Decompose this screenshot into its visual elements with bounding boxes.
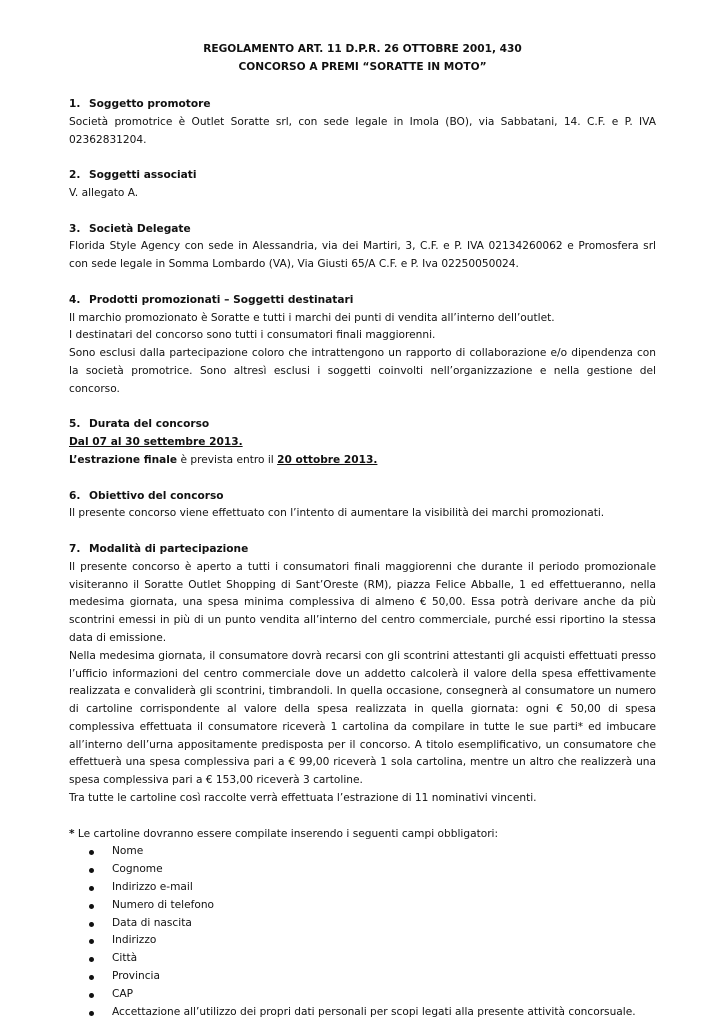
section-7-heading: 7. Modalità di partecipazione xyxy=(69,542,249,555)
list-item: Indirizzo xyxy=(89,932,656,950)
list-item: Cognome xyxy=(89,861,656,879)
list-item: CAP xyxy=(89,986,656,1004)
section-2-text: V. allegato A. xyxy=(69,186,139,199)
list-item: Nome xyxy=(89,843,656,861)
bullet-icon xyxy=(89,939,94,944)
section-2-heading: 2. Soggetti associati xyxy=(69,169,197,182)
section-1-text: Società promotrice è Outlet Soratte srl, con sede legale in Imola (BO), via Sabbatani, 14. C.F. e P. IVA 02362831204. xyxy=(69,115,656,146)
bullet-icon xyxy=(89,886,94,891)
bullet-icon xyxy=(89,868,94,873)
bullet-icon xyxy=(89,993,94,998)
fields-intro: * Le cartoline dovranno essere compilate inserendo i seguenti campi obbligatori: xyxy=(69,827,499,840)
document-title-line1: REGOLAMENTO ART. 11 D.P.R. 26 OTTOBRE 2001, 430 xyxy=(203,43,522,55)
section-3-text: Florida Style Agency con sede in Alessandria, via dei Martiri, 3, C.F. e P. IVA 02134260062 e Promosfera srl con sede legale in Somma Lombardo (VA), Via Giusti 65/A C.F. e P. Iva 02250050024. xyxy=(69,240,656,271)
section-1-heading: 1. Soggetto promotore xyxy=(69,98,211,110)
bullet-icon xyxy=(89,922,94,927)
section-7-text-3: Tra tutte le cartoline così raccolte verrà effettuata l’estrazione di 11 nominativi vincenti. xyxy=(69,792,537,805)
list-item: Data di nascita xyxy=(89,915,656,933)
required-fields-list xyxy=(69,843,656,1021)
bullet-icon xyxy=(89,904,94,909)
list-item: Accettazione all’utilizzo dei propri dati personali per scopi legati alla presente attività concorsuale. xyxy=(89,1004,656,1022)
section-6-text: Il presente concorso viene effettuato con l’intento di aumentare la visibilità dei marchi promozionati. xyxy=(69,507,605,520)
section-5-draw: L’estrazione finale è prevista entro il 20 ottobre 2013. xyxy=(69,453,378,466)
list-item: Numero di telefono xyxy=(89,897,656,915)
section-5-heading: 5. Durata del concorso xyxy=(69,418,210,431)
section-7-text-1: Il presente concorso è aperto a tutti i consumatori finali maggiorenni che durante il periodo promozionale visiteranno il Soratte Outlet Shopping di Sant’Oreste (RM), piazza Felice Abballe, 1 ed effettueranno, nella medesima giornata, una spesa minima complessiva di almeno € 50,00. Essa potrà derivare anche da più scontrini emessi in più di un punto vendita all’interno del centro commerciale, purché essi riportino la stessa data di emissione. xyxy=(69,560,656,644)
bullet-icon xyxy=(89,850,94,855)
bullet-icon xyxy=(89,1011,94,1016)
section-6-heading: 6. Obiettivo del concorso xyxy=(69,489,224,502)
section-3-heading: 3. Società Delegate xyxy=(69,222,191,235)
list-item: Provincia xyxy=(89,968,656,986)
section-4-text-2: I destinatari del concorso sono tutti i consumatori finali maggiorenni. xyxy=(69,329,436,342)
bullet-icon xyxy=(89,957,94,962)
bullet-icon xyxy=(89,975,94,980)
section-4-heading: 4. Prodotti promozionati – Soggetti destinatari xyxy=(69,293,354,306)
list-item: Indirizzo e-mail xyxy=(89,879,656,897)
section-5-period: Dal 07 al 30 settembre 2013. xyxy=(69,436,243,449)
section-4-text-3: Sono esclusi dalla partecipazione coloro che intrattengono un rapporto di collaborazione e/o dipendenza con la società promotrice. Sono altresì esclusi i soggetti coinvolti nell’organizzazione e nella gestione del concorso. xyxy=(69,347,656,395)
section-7-text-2: Nella medesima giornata, il consumatore dovrà recarsi con gli scontrini attestanti gli acquisti effettuati presso l’ufficio informazioni del centro commerciale dove un addetto calcolerà il valore della spesa effettivamente realizzata e convaliderà gli scontrini, timbrandoli. In quella occasione, consegnerà al consumatore un numero di cartoline corrispondente al valore della spesa realizzata in quella giornata: ogni € 50,00 di spesa complessiva effettuata il consumatore riceverà 1 cartolina da compilare in tutte le sue parti* ed imbucare all’interno dell’urna appositamente predisposta per il concorso. A titolo esemplificativo, un consumatore che effettuerà una spesa complessiva pari a € 99,00 riceverà 1 sola cartolina, mentre un altro che realizzerà una spesa complessiva pari a € 153,00 riceverà 3 cartoline. xyxy=(69,649,656,787)
list-item: Città xyxy=(89,950,656,968)
section-4-text-1: Il marchio promozionato è Soratte e tutti i marchi dei punti di vendita all’interno dell’outlet. xyxy=(69,311,555,324)
document-title-line2: CONCORSO A PREMI “SORATTE IN MOTO” xyxy=(238,61,487,73)
